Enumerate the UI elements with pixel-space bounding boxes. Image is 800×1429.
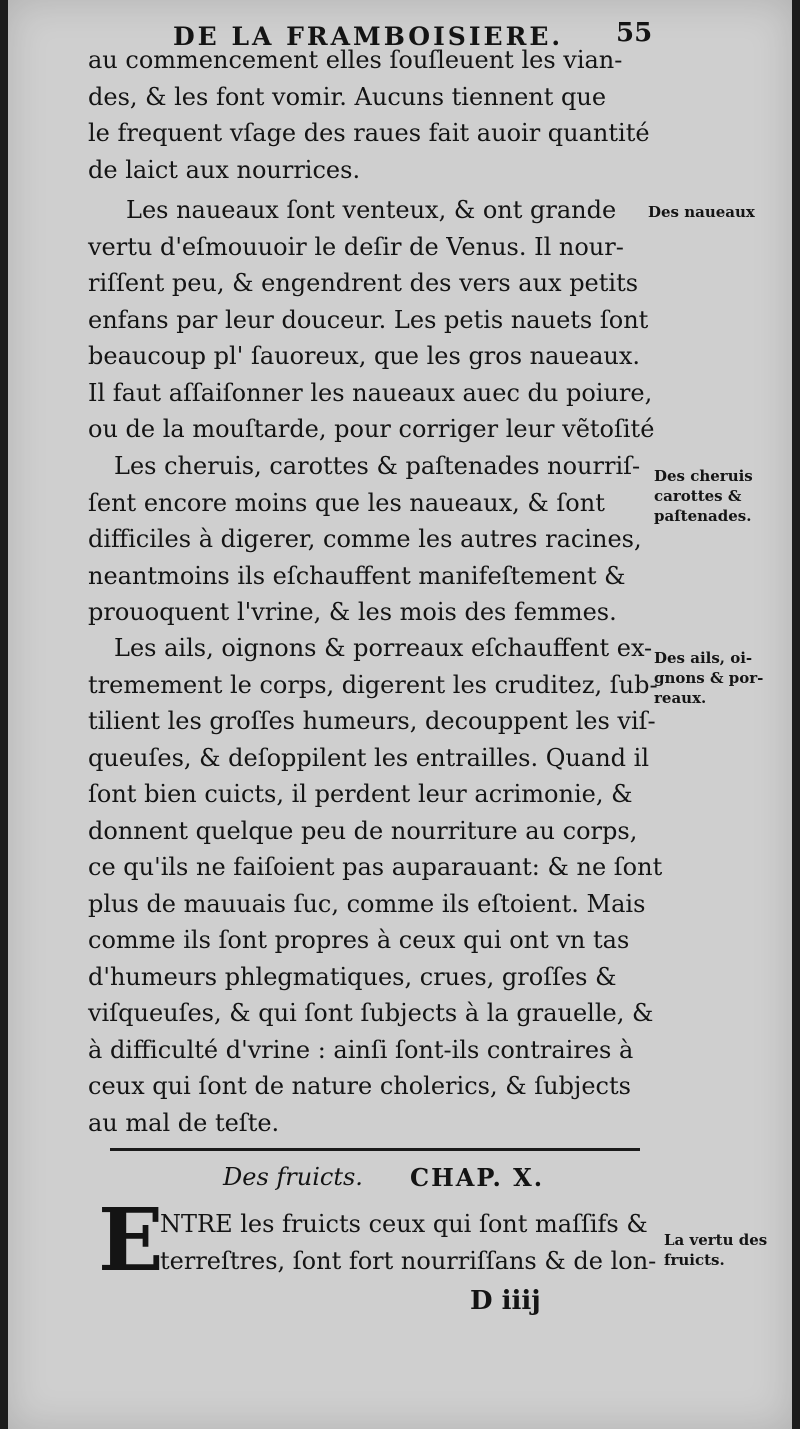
margin-note-line: fruicts.	[664, 1251, 725, 1269]
text-line: Les cheruis, carottes & paſtenades nourriſ-	[114, 452, 641, 480]
margin-note-line: paſtenades.	[654, 507, 752, 525]
text-line: comme ils ſont propres à ceux qui ont vn tas	[88, 926, 630, 954]
text-line: ſent encore moins que les naueaux, & ſont	[88, 488, 605, 517]
text-line: le frequent vſage des raues fait auoir quantité	[88, 119, 650, 147]
paragraph-naueaux	[88, 192, 655, 448]
text-line: viſqueuſes, & qui ſont ſubjects à la grauelle, &	[88, 999, 654, 1027]
text-line: au commencement elles ſouſleuent les vian-	[88, 46, 623, 74]
margin-note-line: gnons & por-	[654, 669, 764, 687]
margin-note-ails	[654, 648, 763, 708]
text-line: des, & les font vomir. Aucuns tiennent que	[88, 82, 607, 111]
margin-note-line: Des cheruis	[654, 467, 753, 485]
text-line: ſont bien cuicts, il perdent leur acrimonie, &	[88, 780, 633, 808]
text-line: queuſes, & deſoppilent les entrailles. Quand il	[88, 743, 649, 772]
text-line: de laict aux nourrices.	[88, 155, 361, 184]
text-line: riſſent peu, & engendrent des vers aux petits	[88, 269, 639, 297]
text-line: au mal de teſte.	[88, 1108, 280, 1137]
margin-note-line: Des ails, oi-	[654, 649, 753, 667]
chapter-title: Des fruicts.	[223, 1163, 363, 1191]
margin-note-line: carottes &	[654, 487, 742, 505]
text-line: neantmoins ils eſchauffent manifeſtement &	[88, 561, 626, 590]
text-line: tilient les groſſes humeurs, decouppent les viſ-	[88, 707, 656, 735]
margin-note-fruicts	[664, 1230, 767, 1270]
margin-note-line: reaux.	[654, 689, 707, 707]
chapter-opening-text	[160, 1206, 660, 1279]
text-line: d'humeurs phlegmatiques, crues, groſſes &	[88, 962, 617, 991]
text-line: NTRE les fruicts ceux qui ſont maſſifs &	[160, 1210, 648, 1238]
text-line: beaucoup pl' ſauoreux, que les gros naueaux.	[88, 342, 641, 370]
signature-mark: D iiij	[470, 1286, 541, 1316]
text-line: vertu d'eſmouuoir le deſir de Venus. Il nour-	[88, 232, 624, 261]
running-head: DE LA FRAMBOISIERE.	[173, 22, 564, 51]
text-line: donnent quelque peu de nourriture au corps,	[88, 816, 638, 845]
text-line: tremement le corps, digerent les cruditez, ſub-	[88, 670, 658, 699]
text-line: prouoquent l'vrine, & les mois des femmes.	[88, 598, 617, 626]
text-line: Les naueaux ſont venteux, & ont grande	[126, 196, 617, 224]
text-line: ce qu'ils ne faiſoient pas auparauant: & ne ſont	[88, 853, 663, 881]
text-line: terreſtres, ſont fort nourriſſans & de lon-	[160, 1246, 657, 1275]
page-number: 55	[616, 18, 653, 48]
margin-note-naueaux	[648, 202, 755, 222]
text-line: enfans par leur douceur. Les petis nauets ſont	[88, 305, 649, 334]
paragraph-cheruis	[88, 448, 648, 631]
margin-note-line: Des naueaux	[648, 203, 755, 221]
paragraph-ails	[88, 630, 663, 1141]
text-line: plus de mauuais ſuc, comme ils eſtoient. Mais	[88, 889, 646, 918]
margin-note-cheruis	[654, 466, 753, 526]
drop-capital: E	[98, 1190, 164, 1291]
text-line: Les ails, oignons & porreaux eſchauffent ex-	[114, 634, 653, 662]
text-line: Il faut aſſaiſonner les naueaux auec du poiure,	[88, 378, 653, 407]
chapter-number: CHAP. X.	[410, 1163, 545, 1192]
text-line: ceux qui ſont de nature cholerics, & ſubjects	[88, 1072, 631, 1100]
paragraph-raues	[88, 42, 648, 188]
margin-note-line: La vertu des	[664, 1231, 768, 1249]
text-line: difficiles à digerer, comme les autres racines,	[88, 525, 642, 553]
chapter-rule	[110, 1148, 640, 1151]
text-line: ou de la mouſtarde, pour corriger leur vẽtoſité	[88, 415, 655, 443]
text-line: à difficulté d'vrine : ainſi ſont-ils contraires à	[88, 1035, 634, 1064]
